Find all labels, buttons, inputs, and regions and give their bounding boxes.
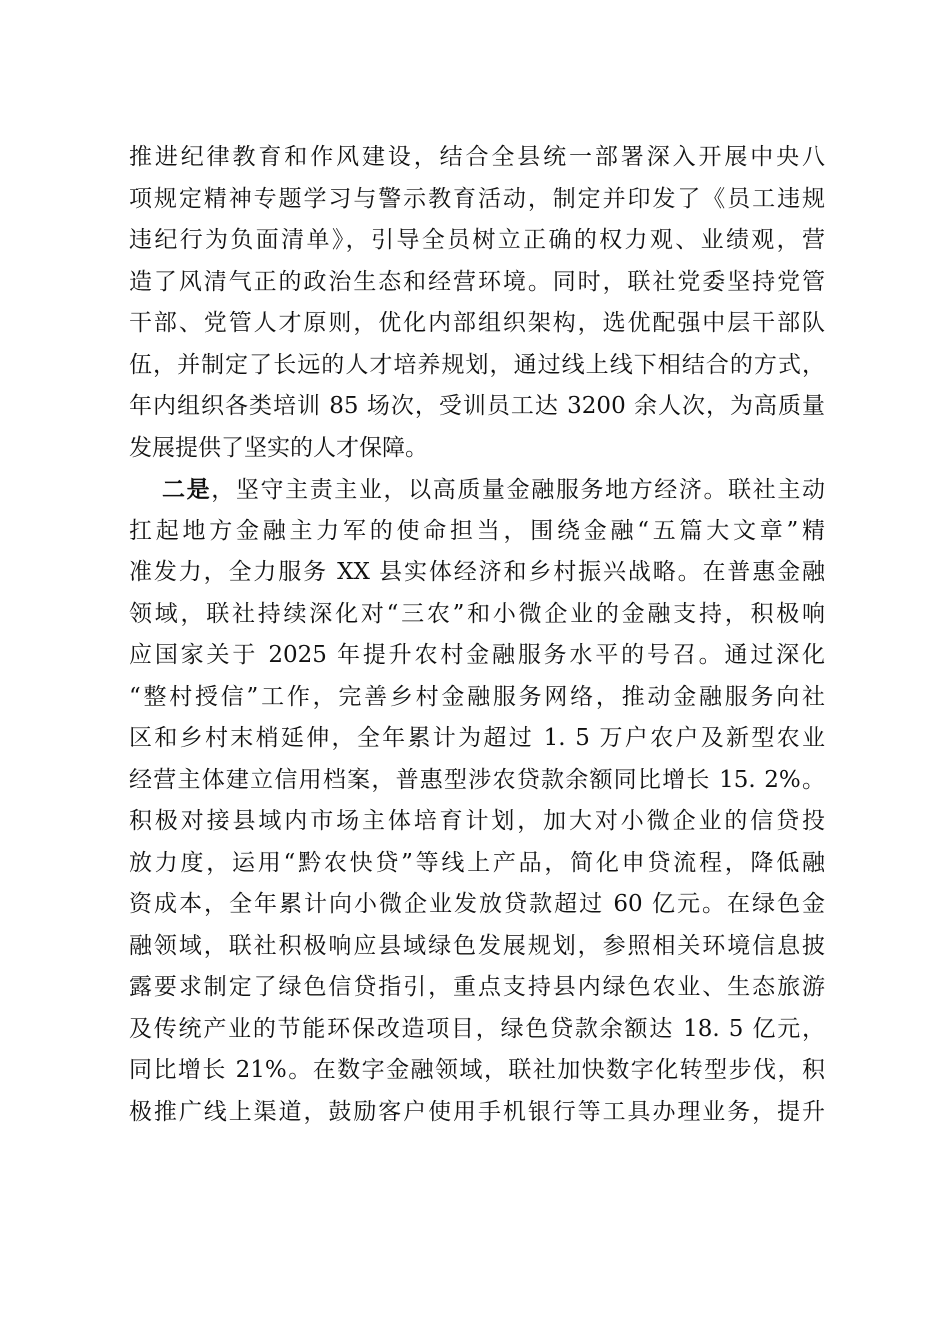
- paragraph-lead-bold: 二是: [162, 476, 212, 503]
- text-line: 伍，并制定了长远的人才培养规划，通过线上线下相结合的方式，: [129, 351, 825, 378]
- text-line: 极推广线上渠道，鼓励客户使用手机银行等工具办理业务，提升: [129, 1098, 825, 1125]
- text-line: 资成本，全年累计向小微企业发放贷款超过 60 亿元。在绿色金: [129, 891, 825, 917]
- text-line: 露要求制定了绿色信贷指引，重点支持县内绿色农业、生态旅游: [129, 974, 825, 1000]
- text-line: 同比增长 21%。在数字金融领域，联社加快数字化转型步伐，积: [129, 1057, 825, 1083]
- document-body: [129, 137, 825, 1133]
- text-line: 及传统产业的节能环保改造项目，绿色贷款余额达 18. 5 亿元，: [129, 1015, 825, 1042]
- text-line: 发展提供了坚实的人才保障。: [129, 434, 428, 461]
- text-line: 扛起地方金融主力军的使命担当，围绕金融“五篇大文章”精: [129, 517, 825, 544]
- text-line: 干部、党管人才原则，优化内部组织架构，选优配强中层干部队: [129, 310, 825, 336]
- text-line: 造了风清气正的政治生态和经营环境。同时，联社党委坚持党管: [129, 268, 825, 295]
- text-line-first: [129, 469, 825, 511]
- text-line: 区和乡村末梢延伸，全年累计为超过 1. 5 万户农户及新型农业: [129, 725, 825, 751]
- text-line: 应国家关于 2025 年提升农村金融服务水平的号召。通过深化: [129, 642, 825, 668]
- text-line: 融领域，联社积极响应县域绿色发展规划，参照相关环境信息披: [129, 932, 825, 959]
- text-line: “整村授信”工作，完善乡村金融服务网络，推动金融服务向社: [129, 683, 825, 710]
- text-line: 经营主体建立信用档案，普惠型涉农贷款余额同比增长 15. 2%。: [129, 766, 825, 793]
- text-line: 领域，联社持续深化对“三农”和小微企业的金融支持，积极响: [129, 600, 825, 627]
- paragraph-second-point: [129, 469, 825, 1133]
- text-line: 推进纪律教育和作风建设，结合全县统一部署深入开展中央八: [129, 144, 825, 170]
- text-line: 违纪行为负面清单》，引导全员树立正确的权力观、业绩观，营: [129, 227, 825, 253]
- text-line: 项规定精神专题学习与警示教育活动，制定并印发了《员工违规: [129, 185, 825, 212]
- paragraph-discipline-and-talent: [129, 137, 825, 469]
- text-line: 积极对接县域内市场主体培育计划，加大对小微企业的信贷投: [129, 808, 825, 834]
- text-line: 年内组织各类培训 85 场次，受训员工达 3200 余人次，为高质量: [129, 393, 825, 419]
- text-line-content: ，坚守主责主业，以高质量金融服务地方经济。联社主动: [211, 477, 826, 503]
- text-line: 准发力，全力服务 XX 县实体经济和乡村振兴战略。在普惠金融: [129, 559, 825, 585]
- text-line: 放力度，运用“黔农快贷”等线上产品，简化申贷流程，降低融: [129, 849, 825, 876]
